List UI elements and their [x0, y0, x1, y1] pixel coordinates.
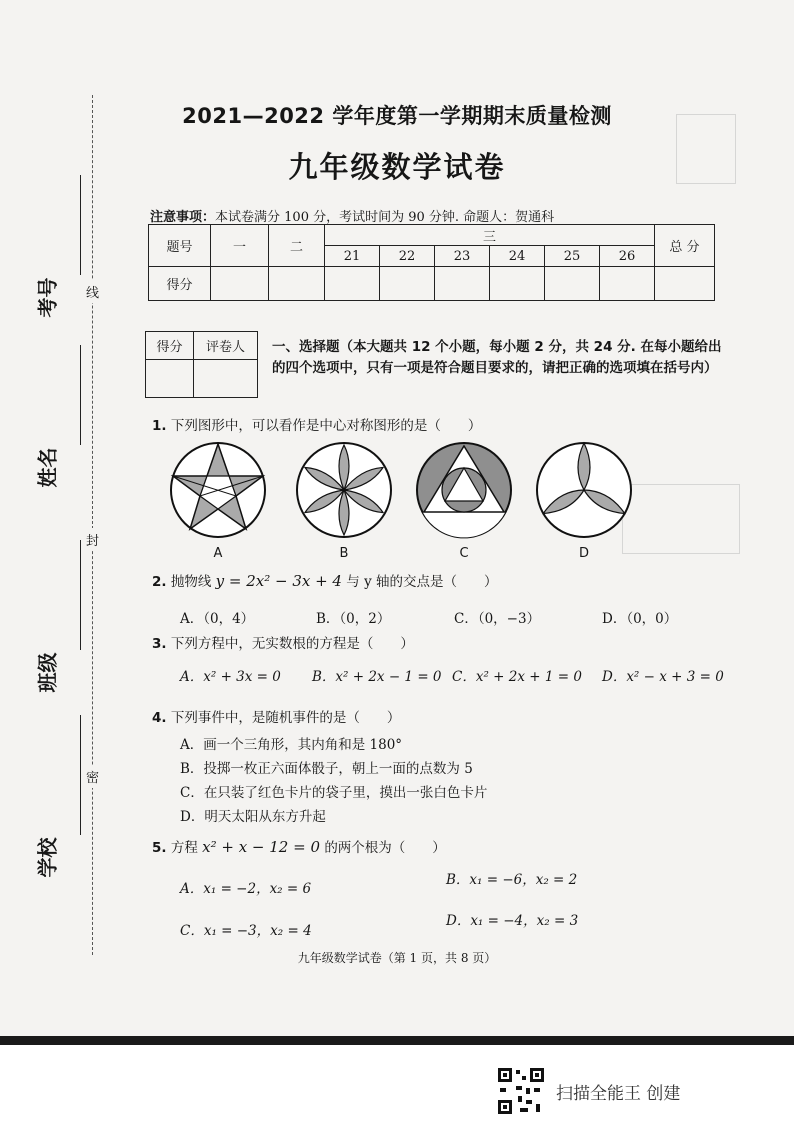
- exam-period-title: 2021—2022 学年度第一学期期末质量检测: [182, 104, 612, 128]
- question-2: [152, 570, 498, 590]
- score-table-col-group: 三: [325, 225, 655, 246]
- option-a[interactable]: A．画一个三角形，其内角和是 180°: [180, 737, 403, 753]
- score-table-sub: 26: [600, 246, 655, 267]
- question-text: 下列方程中，无实数根的方程是（ ）: [170, 636, 414, 652]
- question-stem: 与 y 轴的交点是（ ）: [346, 574, 498, 590]
- scan-edge: [0, 1036, 794, 1045]
- option-b[interactable]: B．（0，2）: [316, 611, 391, 627]
- score-table-sub: 22: [380, 246, 435, 267]
- notice-text: 本试卷满分 100 分，考试时间为 90 分钟. 命题人：贺通科: [215, 210, 555, 225]
- trefoil-figure-icon: [534, 440, 634, 540]
- option-d[interactable]: D．x² − x + 3 = 0: [602, 669, 724, 685]
- option-c[interactable]: C．x₁ = −3，x₂ = 4: [180, 923, 312, 939]
- score-cell[interactable]: [211, 267, 269, 301]
- question-number: 2.: [152, 574, 167, 590]
- binding-mark: 密: [86, 765, 99, 788]
- score-cell[interactable]: [269, 267, 325, 301]
- question-number: 3.: [152, 636, 167, 652]
- option-b[interactable]: B．x₁ = −6，x₂ = 2: [446, 872, 578, 888]
- score-table-sub: 23: [435, 246, 490, 267]
- figure-label: D: [578, 546, 589, 561]
- notice: [150, 206, 554, 225]
- score-cell[interactable]: [655, 267, 715, 301]
- question-stem: 的两个根为（ ）: [324, 840, 446, 856]
- question-4: [152, 706, 400, 726]
- score-table: [148, 224, 715, 301]
- option-d[interactable]: D．明天太阳从东方升起: [180, 809, 326, 825]
- question-text: 下列图形中，可以看作是中心对称图形的是（ ）: [170, 418, 482, 434]
- question-number: 4.: [152, 710, 167, 726]
- name-field[interactable]: 姓名: [28, 455, 64, 495]
- question-expression: x² + x − 12 = 0: [202, 838, 321, 856]
- grader-score-label: 得分: [146, 332, 194, 360]
- score-table-col: 一: [211, 225, 269, 267]
- option-b[interactable]: B．x² + 2x − 1 = 0: [312, 669, 442, 685]
- question-text: 下列事件中，是随机事件的是（ ）: [170, 710, 401, 726]
- triangle-figure-icon: [414, 440, 514, 540]
- score-table-sub: 24: [490, 246, 545, 267]
- score-table-sub: 21: [325, 246, 380, 267]
- section-1-instructions: 一、选择题（本大题共 12 个小题，每小题 2 分，共 24 分. 在每小题给出的四个选项中，只有一项是符合题目要求的，请把正确的选项填在括号内）: [272, 339, 722, 376]
- score-table-col: 二: [269, 225, 325, 267]
- score-table-header: 题号: [149, 225, 211, 267]
- grader-name-label: 评卷人: [194, 332, 258, 360]
- score-cell[interactable]: [600, 267, 655, 301]
- option-c[interactable]: C．在只装了红色卡片的袋子里，摸出一张白色卡片: [180, 785, 488, 801]
- figure-a-star: [168, 440, 278, 570]
- grader-table: [145, 331, 258, 398]
- score-cell[interactable]: [490, 267, 545, 301]
- option-a[interactable]: A．x² + 3x = 0: [180, 669, 281, 685]
- exam-number-field[interactable]: 考号: [28, 285, 64, 325]
- score-table-sub: 25: [545, 246, 600, 267]
- option-d[interactable]: D．x₁ = −4，x₂ = 3: [446, 913, 579, 929]
- figure-b-flower: [294, 440, 404, 570]
- question-stem: 抛物线: [170, 574, 212, 590]
- option-b[interactable]: B．投掷一枚正六面体骰子，朝上一面的点数为 5: [180, 761, 473, 777]
- grader-score-cell[interactable]: [146, 360, 194, 398]
- score-table-total: 总 分: [655, 225, 715, 267]
- flower-figure-icon: [294, 440, 394, 540]
- score-cell[interactable]: [380, 267, 435, 301]
- option-c[interactable]: C．x² + 2x + 1 = 0: [452, 669, 582, 685]
- notice-label: 注意事项：: [150, 210, 216, 225]
- binding-mark: 线: [86, 280, 99, 303]
- figure-c-triangle: [414, 440, 524, 570]
- grader-name-cell[interactable]: [194, 360, 258, 398]
- option-a[interactable]: A．x₁ = −2，x₂ = 6: [180, 881, 312, 897]
- score-cell[interactable]: [545, 267, 600, 301]
- question-stem: 方程: [170, 840, 198, 856]
- option-d[interactable]: D．（0，0）: [602, 611, 678, 627]
- page-footer: 九年级数学试卷（第 1 页，共 8 页）: [297, 951, 497, 965]
- question-number: 5.: [152, 840, 167, 856]
- score-row-label: 得分: [149, 267, 211, 301]
- option-a[interactable]: A．（0，4）: [180, 611, 255, 627]
- class-field[interactable]: 班级: [28, 660, 64, 700]
- exam-title: 九年级数学试卷: [288, 150, 506, 184]
- question-1: [152, 414, 481, 434]
- score-cell[interactable]: [325, 267, 380, 301]
- question-number: 1.: [152, 418, 167, 434]
- question-3: [152, 632, 414, 652]
- figure-label: A: [213, 546, 223, 561]
- binding-line: [92, 95, 93, 955]
- score-cell[interactable]: [435, 267, 490, 301]
- option-c[interactable]: C．（0，−3）: [454, 611, 541, 627]
- star-figure-icon: [168, 440, 268, 540]
- figure-label: C: [459, 546, 469, 561]
- binding-mark: 封: [86, 528, 99, 551]
- question-expression: y = 2x² − 3x + 4: [215, 572, 342, 590]
- figure-label: B: [339, 546, 349, 561]
- qr-code-icon: [496, 1066, 546, 1116]
- question-5: [152, 836, 446, 856]
- scanner-watermark: 扫描全能王 创建: [556, 1084, 681, 1104]
- school-field[interactable]: 学校: [28, 845, 64, 885]
- figure-d-trefoil: [534, 440, 644, 570]
